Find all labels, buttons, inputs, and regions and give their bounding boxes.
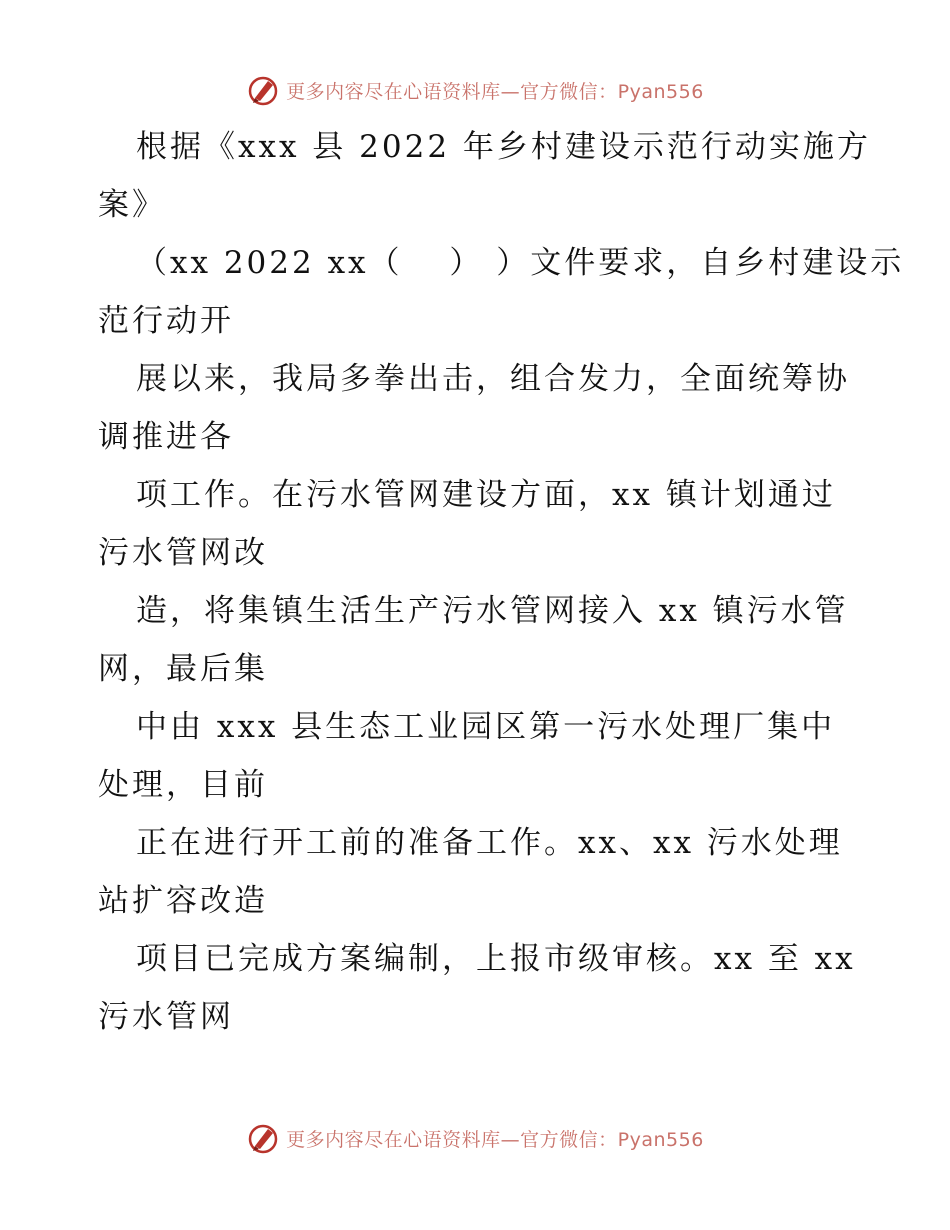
pen-logo-icon	[246, 1121, 280, 1155]
watermark-text: 更多内容尽在心语资料库—官方微信：Pyan556	[286, 1128, 704, 1151]
text-line: 项目已完成方案编制，上报市级审核。xx 至 xx	[136, 941, 856, 977]
watermark-text: 更多内容尽在心语资料库—官方微信：Pyan556	[286, 80, 704, 103]
text-line: 处理，目前	[98, 767, 268, 803]
text-line: 中由 xxx 县生态工业园区第一污水处理厂集中	[136, 709, 836, 745]
text-line: （xx 2022 xx（ ） ）文件要求，自乡村建设示	[136, 245, 905, 281]
watermark-footer	[0, 1118, 950, 1158]
text-line: 造，将集镇生活生产污水管网接入 xx 镇污水管	[136, 593, 849, 629]
pen-logo-icon	[246, 73, 280, 107]
text-line: 展以来，我局多拳出击，组合发力，全面统筹协	[136, 361, 850, 397]
text-line: 站扩容改造	[98, 883, 268, 919]
text-line: 根据《xxx 县 2022 年乡村建设示范行动实施方	[136, 129, 871, 165]
text-line: 范行动开	[98, 303, 234, 339]
text-line: 正在进行开工前的准备工作。xx、xx 污水处理	[136, 825, 843, 861]
text-line: 污水管网	[98, 999, 234, 1035]
text-line: 污水管网改	[98, 535, 268, 571]
text-line: 项工作。在污水管网建设方面，xx 镇计划通过	[136, 477, 836, 513]
text-line: 案》	[98, 187, 166, 223]
document-body	[98, 118, 905, 1046]
text-line: 调推进各	[98, 419, 234, 455]
text-line: 网，最后集	[98, 651, 268, 687]
watermark-header	[0, 70, 950, 110]
